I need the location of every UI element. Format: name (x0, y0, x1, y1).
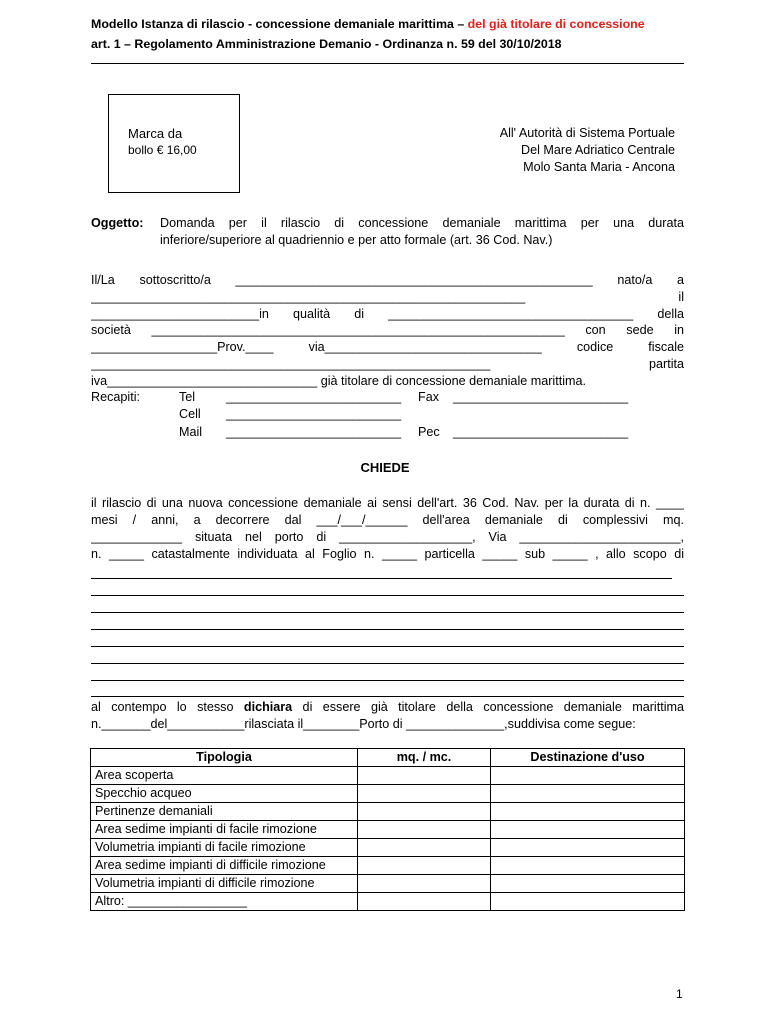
table-row (91, 893, 685, 911)
oggetto-line-1: Domanda per il rilascio di concessione demaniale marittima per una durata (160, 216, 684, 230)
tipologia-table (90, 748, 685, 911)
tipologia-cell: Specchio acqueo (91, 785, 358, 803)
destinazione-cell[interactable] (491, 767, 685, 785)
cell-blank: _________________________ (226, 407, 402, 421)
col-header-tipologia: Tipologia (91, 749, 358, 767)
pec-blank: _________________________ (453, 425, 629, 439)
blank-rule (91, 680, 684, 681)
destinazione-cell[interactable] (491, 785, 685, 803)
tipologia-cell: Pertinenze demaniali (91, 803, 358, 821)
page-number: 1 (676, 987, 683, 1001)
blank-rule (91, 629, 684, 630)
tipologia-cell: Area sedime impianti di difficile rimozione (91, 857, 358, 875)
mq-cell[interactable] (358, 839, 491, 857)
stamp-line-2: bollo € 16,00 (128, 143, 197, 157)
table-row (91, 857, 685, 875)
destinazione-cell[interactable] (491, 803, 685, 821)
declarant-line: Il/La sottoscritto/a ___________________________________________________ nato/a a (91, 273, 684, 287)
mail-label: Mail (179, 425, 203, 439)
blank-rule (91, 696, 684, 697)
blank-rule (91, 612, 684, 613)
table-row (91, 767, 685, 785)
tipologia-cell: Area scoperta (91, 767, 358, 785)
table-row (91, 785, 685, 803)
table-row (91, 803, 685, 821)
mq-cell[interactable] (358, 893, 491, 911)
tipologia-cell: Volumetria impianti di facile rimozione (91, 839, 358, 857)
chiede-line: n. _____ catastalmente individuata al Foglio n. _____ particella _____ sub _____ , allo scopo di (91, 547, 684, 561)
mq-cell[interactable] (358, 785, 491, 803)
tipologia-cell: Volumetria impianti di difficile rimozione (91, 875, 358, 893)
declarant-line: società ___________________________________________________________ con sede in (91, 323, 684, 337)
table-row (91, 839, 685, 857)
mail-blank: _________________________ (226, 425, 402, 439)
declarant-line: ______________________________________________________________ il (91, 290, 684, 304)
fax-label: Fax (418, 390, 439, 404)
chiede-line: _____________ situata nel porto di ___________________, Via _______________________, (91, 530, 684, 544)
recapiti-label: Recapiti: (91, 390, 140, 404)
mq-cell[interactable] (358, 821, 491, 839)
chiede-line: il rilascio di una nuova concessione demaniale ai sensi dell'art. 36 Cod. Nav. per la durata di n. ____ (91, 496, 684, 510)
mq-cell[interactable] (358, 803, 491, 821)
address-line-1: All' Autorità di Sistema Portuale (499, 126, 675, 140)
declarant-line: __________________Prov.____ via_______________________________ codice fiscale (91, 340, 684, 354)
stamp-line-1: Marca da (128, 126, 183, 141)
dichiara-line-2: n._______del___________rilasciata il________Porto di ______________,suddivisa come segue: (91, 717, 636, 731)
table-row (91, 875, 685, 893)
dichiara-keyword: dichiara (243, 700, 293, 714)
pec-label: Pec (418, 425, 440, 439)
destinazione-cell[interactable] (491, 893, 685, 911)
col-header-destinazione: Destinazione d'uso (491, 749, 685, 767)
tel-blank: _________________________ (226, 390, 402, 404)
destinazione-cell[interactable] (491, 821, 685, 839)
destinazione-cell[interactable] (491, 857, 685, 875)
header-rule (91, 63, 684, 64)
declarant-line: ________________________in qualità di ___________________________________ della (91, 307, 684, 321)
tipologia-cell: Area sedime impianti di facile rimozione (91, 821, 358, 839)
address-line-2: Del Mare Adriatico Centrale (521, 143, 675, 157)
tel-label: Tel (179, 390, 196, 404)
mq-cell[interactable] (358, 857, 491, 875)
chiede-line: mesi / anni, a decorrere dal ___/___/______ dell'area demaniale di complessivi mq. (91, 513, 684, 527)
declarant-line: _________________________________________________________ partita (91, 357, 684, 371)
dichiara-line-1: al contempo lo stesso dichiara di essere già titolare della concessione demaniale marittima (91, 700, 684, 714)
blank-rule (91, 646, 684, 647)
header-title-red: del già titolare di concessione (467, 17, 645, 31)
oggetto-line-2: inferiore/superiore al quadriennio e per atto formale (art. 36 Cod. Nav.) (160, 233, 553, 247)
chiede-title: CHIEDE (360, 460, 410, 475)
mq-cell[interactable] (358, 767, 491, 785)
fax-blank: _________________________ (453, 390, 629, 404)
table-header-row (91, 749, 685, 767)
header-line-2: art. 1 – Regolamento Amministrazione Demanio - Ordinanza n. 59 del 30/10/2018 (91, 37, 562, 51)
address-line-3: Molo Santa Maria - Ancona (523, 160, 675, 174)
cell-label: Cell (179, 407, 201, 421)
header-title: Modello Istanza di rilascio - concessione demaniale marittima – (91, 17, 468, 31)
header-line-1 (91, 17, 645, 31)
table-row (91, 821, 685, 839)
blank-rule (91, 578, 672, 579)
oggetto-label: Oggetto: (91, 216, 144, 230)
destinazione-cell[interactable] (491, 839, 685, 857)
destinazione-cell[interactable] (491, 875, 685, 893)
col-header-mq: mq. / mc. (358, 749, 491, 767)
tipologia-cell: Altro: _________________ (91, 893, 358, 911)
mq-cell[interactable] (358, 875, 491, 893)
blank-rule (91, 663, 684, 664)
declarant-line: iva______________________________ già titolare di concessione demaniale marittima. (91, 374, 587, 388)
blank-rule (91, 595, 684, 596)
